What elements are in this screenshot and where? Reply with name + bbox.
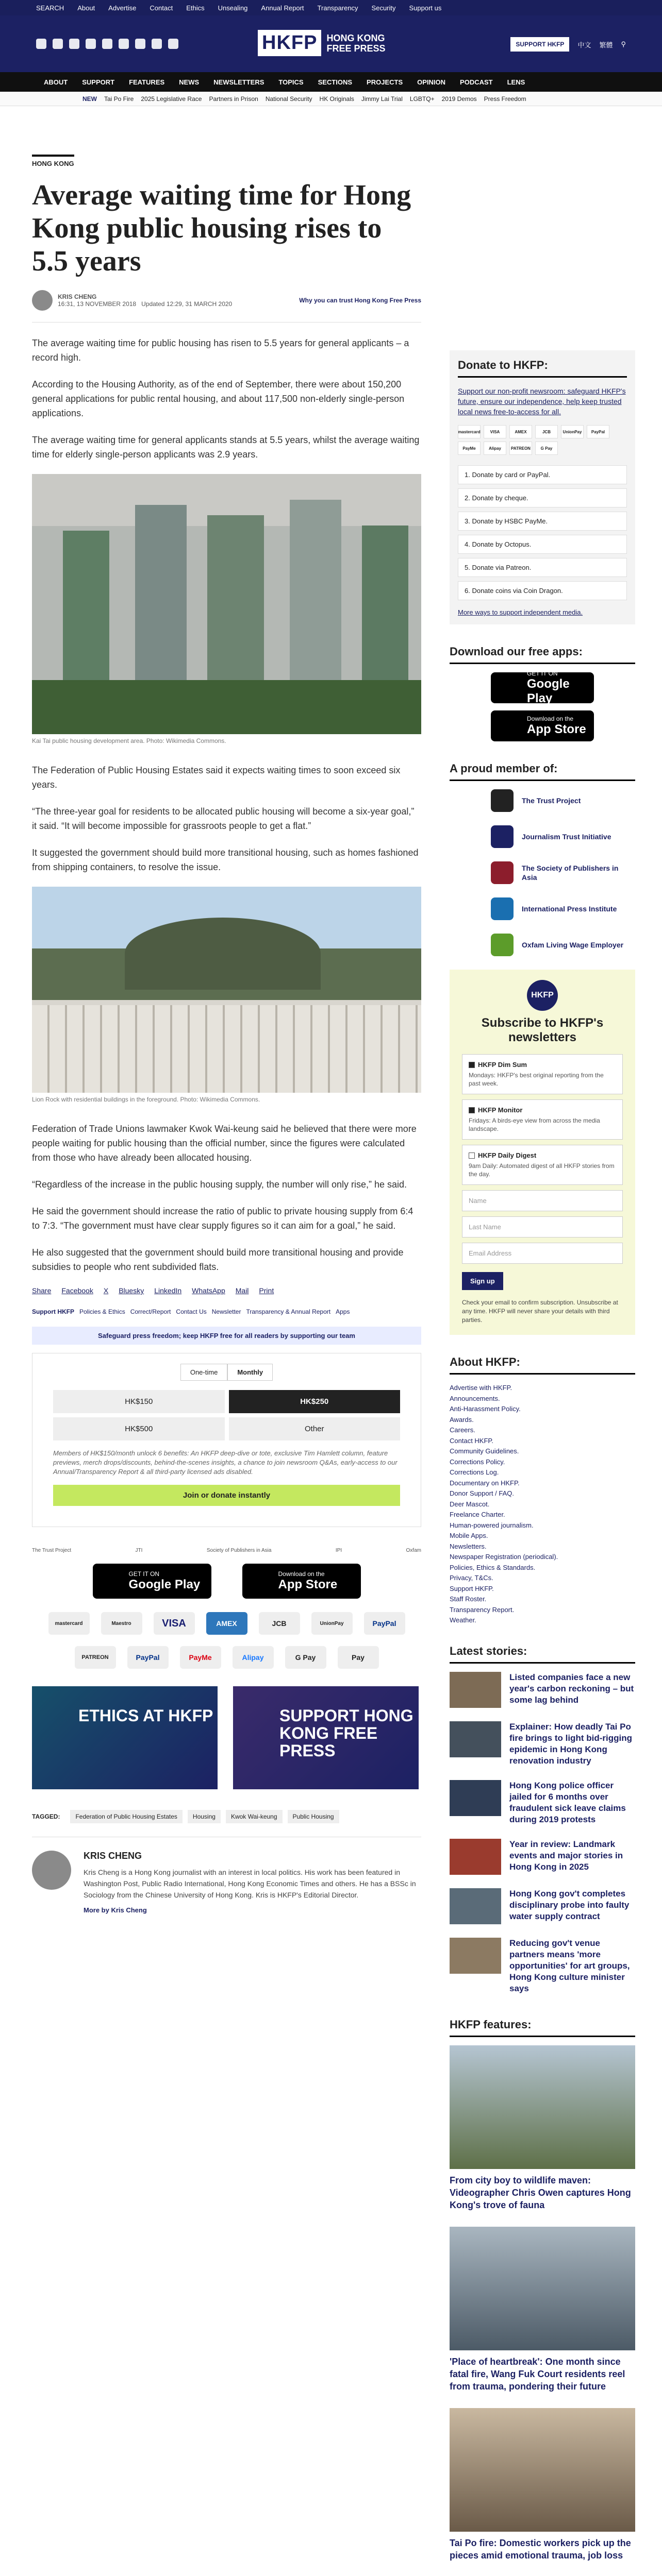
member-name: International Press Institute [522, 905, 617, 913]
paragraph: The average waiting time for general applicants stands at 5.5 years, whilst the average waiting time for elderly single-person applicants was 2.9 years. [32, 435, 420, 460]
about-link[interactable]: Deer Mascot. [450, 1500, 490, 1508]
paragraph: The average waiting time for public housing has risen to 5.5 years for general applicants – a record high. [32, 338, 409, 363]
donate-intro-link[interactable]: Support our non-profit newsroom: safeguard HKFP's future, ensure our independence, help keep trusted local news free-to-access for all. [458, 387, 626, 416]
instagram-icon[interactable] [69, 39, 79, 49]
logo-line-1: HONG KONG [326, 32, 385, 43]
about-link[interactable]: Mobile Apps. [450, 1532, 488, 1539]
card-icon: UnionPay [561, 425, 584, 438]
policy-link[interactable]: Transparency & Annual Report [246, 1308, 331, 1315]
paragraph: Federation of Trade Unions lawmaker Kwok Wai-keung said he believed that there were more people waiting for public housing than the official number, since the figures were calculated from those who have already been allocated housing. [32, 1124, 417, 1163]
nav-item[interactable]: SUPPORT [82, 78, 115, 86]
latest-story[interactable] [450, 1938, 635, 1994]
topbar-link[interactable]: Advertise [108, 4, 137, 12]
author-name[interactable]: KRIS CHENG [58, 293, 97, 300]
nav-item[interactable]: PODCAST [460, 78, 493, 86]
about-link[interactable]: Announcements. [450, 1394, 500, 1402]
newsletter-desc: Fridays: A birds-eye view from across the media landscape. [469, 1117, 600, 1132]
article-title: Average waiting time for Hong Kong public housing rises to 5.5 years [32, 179, 411, 277]
member-heading: A proud member of: [450, 762, 635, 781]
promo-banners [32, 1686, 421, 1789]
app-store-badge[interactable] [242, 1564, 361, 1599]
about-link[interactable]: Community Guidelines. [450, 1447, 519, 1455]
payme-icon: PayMe [180, 1646, 221, 1669]
feature-story[interactable] [450, 2227, 635, 2393]
newsletter-signup [450, 970, 635, 1335]
story-thumbnail [450, 1888, 501, 1924]
membership-benefits: Members of HK$150/month unlock 6 benefits: An HKFP deep-dive or tote, exclusive Tim Hamlett column, feature previews, merch drops/discounts, behind-the-scenes insights, a chance to join newsroom Q&As, early-access to our Annual/Transparency Report & all third-party licensed ads disabled. [53, 1449, 398, 1476]
card-icon: AMEX [509, 425, 532, 438]
tag[interactable]: Federation of Public Housing Estates [70, 1810, 182, 1823]
partner-logo[interactable]: Society of Publishers in Asia [206, 1548, 272, 1553]
topbar-link[interactable]: Unsealing [218, 4, 248, 12]
checkbox-checked[interactable] [469, 1107, 475, 1113]
trending-bar [0, 92, 662, 106]
safeguard-banner[interactable]: Safeguard press freedom; keep HKFP free for all readers by supporting our team [32, 1327, 421, 1345]
top-utility-bar [0, 0, 662, 15]
topbar-link[interactable]: Contact [150, 4, 173, 12]
about-link[interactable]: Advertise with HKFP. [450, 1384, 512, 1392]
newsletter-name: HKFP Dim Sum [478, 1061, 527, 1069]
card-icon: VISA [484, 425, 506, 438]
trending-link[interactable]: 2025 Legislative Race [141, 95, 202, 103]
app-badges [32, 1564, 421, 1599]
amount-option[interactable]: Other [229, 1417, 401, 1440]
facebook-icon[interactable] [36, 39, 46, 49]
paragraph: The Federation of Public Housing Estates said it expects waiting times to soon exceed six years. [32, 765, 401, 790]
maestro-icon: Maestro [101, 1612, 142, 1635]
article [32, 155, 421, 1915]
donate-option[interactable]: 3. Donate by HSBC PayMe. [458, 512, 627, 531]
trending-link[interactable]: LGBTQ+ [409, 95, 435, 103]
main-nav [0, 72, 662, 92]
member-logo[interactable] [450, 861, 635, 884]
tag[interactable]: Housing [188, 1810, 221, 1823]
author-avatar [32, 290, 53, 311]
badge-store: Google Play [527, 677, 570, 705]
more-ways-link[interactable]: More ways to support independent media. [458, 608, 583, 616]
partner-logos [32, 1548, 421, 1553]
patreon-icon: PATREON [75, 1646, 116, 1669]
trending-link[interactable]: 2019 Demos [441, 95, 477, 103]
about-link[interactable]: Staff Roster. [450, 1595, 487, 1603]
trending-link[interactable]: Press Freedom [484, 95, 526, 103]
donate-option[interactable]: 5. Donate via Patreon. [458, 558, 627, 577]
topbar-link[interactable]: Transparency [317, 4, 358, 12]
policy-link[interactable]: Correct/Report [130, 1308, 171, 1315]
publish-date: 16:31, 13 NOVEMBER 2018 [58, 300, 137, 308]
share-bar [32, 1286, 421, 1295]
byline [32, 290, 421, 323]
card-icon: PayMe [458, 442, 481, 455]
about-link[interactable]: Careers. [450, 1426, 475, 1434]
about-link[interactable]: Awards. [450, 1415, 474, 1423]
story-title[interactable]: Listed companies face a new year's carbon reckoning – but some lag behind [509, 1672, 634, 1705]
nav-item[interactable]: OPINION [417, 78, 446, 86]
nav-item[interactable]: LENS [507, 78, 525, 86]
nav-item[interactable]: TOPICS [278, 78, 304, 86]
share-x[interactable]: X [103, 1286, 109, 1295]
share-mail[interactable]: Mail [235, 1286, 249, 1295]
trending-link[interactable]: Partners in Prison [209, 95, 258, 103]
badge-caption: GET IT ON [128, 1570, 160, 1578]
nav-item[interactable]: NEWSLETTERS [213, 78, 264, 86]
latest-story[interactable] [450, 1780, 635, 1825]
policy-link[interactable]: Contact Us [176, 1308, 207, 1315]
nav-item[interactable]: FEATURES [129, 78, 165, 86]
nav-item[interactable]: PROJECTS [367, 78, 403, 86]
linkedin-icon[interactable] [152, 39, 162, 49]
newsletter-footnote: Check your email to confirm subscription. Unsubscribe at any time. HKFP will never share your details with third parties. [462, 1299, 618, 1324]
feature-title[interactable]: Tai Po fire: Domestic workers pick up the pieces amid emotional trauma, job loss [450, 2537, 631, 2561]
story-title[interactable]: Hong Kong police officer jailed for 6 months over fraudulent sick leave claims during 2019 protests [509, 1780, 626, 1824]
about-link[interactable]: Contact HKFP. [450, 1436, 494, 1445]
trending-link[interactable]: HK Originals [319, 95, 354, 103]
share-bluesky[interactable]: Bluesky [119, 1286, 144, 1295]
feature-title[interactable]: 'Place of heartbreak': One month since fatal fire, Wang Fuk Court residents reel from trauma, pondering their future [450, 2356, 625, 2392]
latest-story[interactable] [450, 1672, 635, 1708]
nav-item[interactable]: NEWS [179, 78, 200, 86]
share-whatsapp[interactable]: WhatsApp [192, 1286, 225, 1295]
topbar-link[interactable]: Security [371, 4, 396, 12]
about-link[interactable]: Privacy, T&Cs. [450, 1574, 493, 1582]
checkbox[interactable] [469, 1153, 475, 1159]
member-name: Journalism Trust Initiative [522, 833, 611, 841]
donate-option[interactable]: 1. Donate by card or PayPal. [458, 465, 627, 484]
amex-icon: AMEX [206, 1612, 247, 1635]
story-title[interactable]: Year in review: Landmark events and major stories in Hong Kong in 2025 [509, 1839, 623, 1872]
feature-image [450, 2045, 635, 2169]
bluesky-icon[interactable] [102, 39, 112, 49]
story-thumbnail [450, 1839, 501, 1875]
paragraph: According to the Housing Authority, as of the end of September, there were about 150,200 general applications for public rental housing, and about 117,500 non-elderly single-person applications. [32, 379, 405, 418]
feature-title[interactable]: From city boy to wildlife maven: Videographer Chris Owen captures Hong Kong's trove of fauna [450, 2175, 631, 2210]
author-bio: Kris Cheng is a Hong Kong journalist with an interest in local politics. His work has been featured in Washington Post, Public Radio International, Hong Kong Economic Times and others. He has a BSSc in Sociology from the Chinese University of Hong Kong. Kris is HKFP's Editorial Director. [84, 1868, 416, 1899]
badge-caption: GET IT ON [527, 670, 558, 677]
google-pay-icon: G Pay [285, 1646, 326, 1669]
card-icon: JCB [535, 425, 558, 438]
about-link[interactable]: Transparency Report. [450, 1605, 515, 1614]
story-thumbnail [450, 1672, 501, 1708]
tag[interactable]: Public Housing [288, 1810, 339, 1823]
site-logo[interactable] [258, 30, 385, 56]
youtube-icon[interactable] [119, 39, 129, 49]
member-logo[interactable] [450, 825, 635, 848]
card-icons [458, 425, 627, 455]
topbar-link[interactable]: Ethics [186, 4, 205, 12]
card-icon: PATREON [509, 442, 532, 455]
nav-item[interactable]: SECTIONS [318, 78, 353, 86]
google-play-badge[interactable] [491, 672, 594, 703]
tag[interactable]: Kwok Wai-keung [226, 1810, 283, 1823]
search-icon[interactable]: ⚲ [621, 40, 626, 48]
about-link[interactable]: Newspaper Registration (periodical). [450, 1553, 558, 1561]
paragraph: He said the government should increase the ratio of public to private housing supply from 6:4 to 7:3. “The government must have clear supply figures so it can aim for a goal,” he said. [32, 1206, 413, 1231]
policy-link[interactable]: Newsletter [211, 1308, 241, 1315]
paragraph: He also suggested that the government should build more transitional housing and provide subsidies to people who rent subdivided flats. [32, 1247, 404, 1272]
checkbox-checked[interactable] [469, 1062, 475, 1068]
feature-image [450, 2408, 635, 2532]
trust-link[interactable]: Why you can trust Hong Kong Free Press [299, 297, 421, 304]
partner-logo[interactable]: JTI [135, 1548, 143, 1553]
photo-caption: Kai Tai public housing development area. Photo: Wikimedia Commons. [32, 737, 226, 744]
about-link[interactable]: Freelance Charter. [450, 1511, 505, 1518]
photo-caption: Lion Rock with residential buildings in the foreground. Photo: Wikimedia Commons. [32, 1096, 260, 1103]
features-heading: HKFP features: [450, 2018, 635, 2037]
policy-links [32, 1308, 421, 1315]
newsletter-name: HKFP Daily Digest [478, 1151, 537, 1159]
amount-option-selected[interactable]: HK$250 [229, 1390, 401, 1413]
newsletter-option[interactable] [462, 1054, 623, 1094]
support-banner[interactable] [233, 1686, 419, 1789]
paragraph: “Regardless of the increase in the public housing supply, the number will only rise,” he said. [32, 1179, 407, 1190]
about-link[interactable]: Corrections Log. [450, 1468, 499, 1476]
member-logo[interactable] [450, 897, 635, 920]
sidebar [450, 350, 635, 2576]
feature-story[interactable] [450, 2408, 635, 2562]
updated-date: Updated 12:29, 31 MARCH 2020 [141, 300, 233, 308]
google-play-badge[interactable] [93, 1564, 211, 1599]
about-link[interactable]: Anti-Harassment Policy. [450, 1405, 521, 1413]
share-facebook[interactable]: Facebook [61, 1286, 93, 1295]
jcb-icon: JCB [259, 1612, 300, 1635]
feature-story[interactable] [450, 2045, 635, 2211]
apps-heading: Download our free apps: [450, 645, 635, 664]
badge-store: App Store [278, 1578, 338, 1591]
about-links [450, 1383, 635, 1626]
card-icon: Alipay [484, 442, 506, 455]
about-link[interactable]: Donor Support / FAQ. [450, 1489, 515, 1497]
newsletter-name: HKFP Monitor [478, 1106, 523, 1114]
about-link[interactable]: Newsletters. [450, 1542, 487, 1550]
amount-option[interactable]: HK$500 [53, 1417, 225, 1440]
latest-story[interactable] [450, 1839, 635, 1875]
hkfp-badge: HKFP [527, 980, 558, 1011]
mastercard-icon: mastercard [48, 1612, 90, 1635]
visa-icon: VISA [154, 1612, 195, 1635]
topbar-link[interactable]: Annual Report [261, 4, 304, 12]
member-name: The Society of Publishers in Asia [521, 864, 619, 882]
mail-icon[interactable] [168, 39, 178, 49]
badge-store: App Store [527, 722, 586, 736]
card-icon: G Pay [535, 442, 558, 455]
story-thumbnail [450, 1938, 501, 1974]
trending-link[interactable]: National Security [265, 95, 312, 103]
unionpay-icon: UnionPay [311, 1612, 353, 1635]
share-linkedin[interactable]: LinkedIn [154, 1286, 182, 1295]
newsletter-option[interactable] [462, 1099, 623, 1140]
latest-heading: Latest stories: [450, 1645, 635, 1664]
share-print[interactable]: Print [259, 1286, 274, 1295]
one-time-toggle[interactable]: One-time [180, 1364, 227, 1381]
amount-option[interactable]: HK$150 [53, 1390, 225, 1413]
topbar-link[interactable]: Support us [409, 4, 442, 12]
traditional-link[interactable]: 繁體 [599, 41, 613, 49]
paypal-icon: PayPal [127, 1646, 169, 1669]
tags-label: TAGGED: [32, 1813, 60, 1820]
about-link[interactable]: Policies, Ethics & Standards. [450, 1563, 536, 1571]
masthead [0, 15, 662, 72]
payment-methods [32, 1612, 421, 1669]
about-link[interactable]: Corrections Policy. [450, 1458, 505, 1466]
name-field[interactable]: Name [462, 1190, 623, 1211]
donate-heading: Donate to HKFP: [458, 359, 627, 378]
latest-story[interactable] [450, 1888, 635, 1924]
more-by-author-link[interactable]: More by Kris Cheng [84, 1906, 147, 1914]
telegram-icon[interactable] [135, 39, 145, 49]
about-link[interactable]: Support HKFP. [450, 1584, 494, 1592]
badge-caption: Download on the [527, 715, 574, 722]
feature-image [450, 2227, 635, 2350]
story-thumbnail [450, 1721, 501, 1757]
monthly-toggle[interactable]: Monthly [227, 1364, 273, 1381]
story-title[interactable]: Hong Kong gov't completes disciplinary probe into faulty water supply contract [509, 1888, 630, 1921]
donate-panel [450, 350, 635, 624]
trending-link[interactable]: Jimmy Lai Trial [361, 95, 403, 103]
x-icon[interactable] [53, 39, 63, 49]
badge-caption: Download on the [278, 1570, 325, 1578]
topbar-link[interactable]: About [77, 4, 95, 12]
badge-store: Google Play [128, 1578, 201, 1591]
story-thumbnail [450, 1780, 501, 1816]
about-heading: About HKFP: [450, 1355, 635, 1375]
join-button[interactable]: Join or donate instantly [53, 1485, 400, 1506]
member-logo[interactable] [450, 789, 635, 812]
paragraph: “The three-year goal for residents to be allocated public housing will become a six-year goal,” it said. “It will become impossible for grassroots people to get a flat.” [32, 806, 415, 831]
story-title[interactable]: Explainer: How deadly Tai Po fire brings to light bid-rigging epidemic in Hong Kong renovation industry [509, 1721, 632, 1766]
policy-link[interactable]: Support HKFP [32, 1308, 74, 1315]
threads-icon[interactable] [86, 39, 96, 49]
card-icon: mastercard [458, 425, 481, 438]
email-field[interactable]: Email Address [462, 1243, 623, 1264]
banner-text: SUPPORT HONG KONG FREE PRESS [279, 1706, 413, 1760]
newsletter-desc: Mondays: HKFP's best original reporting from the past week. [469, 1072, 604, 1087]
logo-mark: HKFP [258, 30, 321, 56]
member-name: Oxfam Living Wage Employer [522, 941, 624, 949]
member-logo[interactable] [450, 934, 635, 956]
member-name: The Trust Project [522, 796, 581, 805]
donation-widget [32, 1353, 421, 1527]
author-avatar [32, 1851, 71, 1890]
newsletter-option[interactable] [462, 1145, 623, 1185]
about-link[interactable]: Weather. [450, 1616, 476, 1624]
signup-button[interactable]: Sign up [462, 1272, 503, 1290]
policy-link[interactable]: Apps [336, 1308, 350, 1315]
donate-option[interactable]: 2. Donate by cheque. [458, 488, 627, 507]
partner-logo[interactable]: IPI [335, 1548, 342, 1553]
ethics-banner[interactable] [32, 1686, 218, 1789]
newsletter-desc: 9am Daily: Automated digest of all HKFP stories from the day. [469, 1162, 615, 1178]
donate-option[interactable]: 6. Donate coins via Coin Dragon. [458, 581, 627, 600]
apple-pay-icon: Pay [338, 1646, 379, 1669]
social-icons [36, 39, 178, 49]
tags [32, 1810, 421, 1823]
article-category[interactable]: HONG KONG [32, 155, 74, 167]
author-box-name[interactable]: KRIS CHENG [84, 1851, 142, 1861]
search-link[interactable]: SEARCH [36, 4, 64, 12]
story-title[interactable]: Reducing gov't venue partners means 'more opportunities' for art groups, Hong Kong culture minister says [509, 1938, 630, 1993]
author-box [32, 1837, 421, 1915]
latest-story[interactable] [450, 1721, 635, 1767]
nav-item[interactable]: ABOUT [44, 78, 68, 86]
donate-option[interactable]: 4. Donate by Octopus. [458, 535, 627, 554]
about-link[interactable]: Human-powered journalism. [450, 1521, 534, 1529]
share-label: Share [32, 1286, 52, 1295]
banner-text: ETHICS AT HKFP [78, 1706, 213, 1725]
paypal-icon: PayPal [364, 1612, 405, 1635]
chinese-link[interactable]: 中文 [577, 41, 591, 49]
newsletter-heading: Subscribe to HKFP's newsletters [481, 1016, 604, 1044]
app-store-badge[interactable] [491, 710, 594, 741]
housing-photo [32, 474, 421, 734]
trending-link[interactable]: Tai Po Fire [104, 95, 134, 103]
about-link[interactable]: Documentary on HKFP. [450, 1479, 520, 1487]
lion-rock-photo [32, 887, 421, 1093]
last-name-field[interactable]: Last Name [462, 1216, 623, 1238]
support-hkfp-button[interactable]: SUPPORT HKFP [510, 37, 569, 52]
logo-line-2: FREE PRESS [326, 43, 386, 54]
partner-logo[interactable]: Oxfam [406, 1548, 421, 1553]
alipay-icon: Alipay [233, 1646, 274, 1669]
paragraph: It suggested the government should build more transitional housing, such as homes fashioned from shipping containers, to resolve the issue. [32, 848, 419, 872]
policy-link[interactable]: Policies & Ethics [79, 1308, 125, 1315]
card-icon: PayPal [587, 425, 609, 438]
new-label: NEW [82, 95, 97, 103]
partner-logo[interactable]: The Trust Project [32, 1548, 72, 1553]
